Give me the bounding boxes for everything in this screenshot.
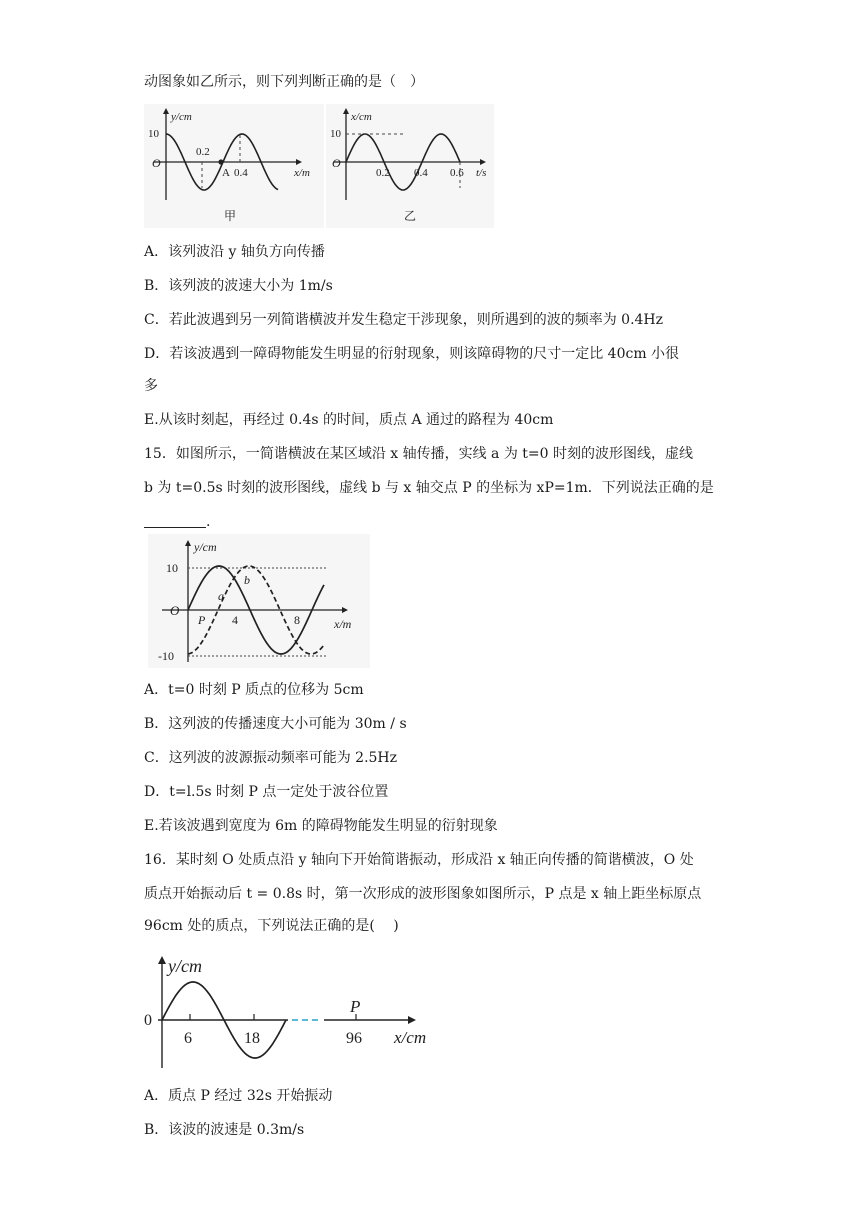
intro-line: 动图象如乙所示，则下列判断正确的是（ ） <box>144 74 424 90</box>
yi-y-tick-10: 10 <box>330 128 341 140</box>
q15-stem-end: . <box>206 514 211 530</box>
q16-y-axis-label: y/cm <box>168 956 202 976</box>
q15-option-e: E.若该波遇到宽度为 6m 的障碍物能发生明显的衍射现象 <box>144 818 498 834</box>
q16-x-axis-label: x/cm <box>394 1028 427 1047</box>
q15-option-b: B．这列波的传播速度大小可能为 30m / s <box>144 716 407 732</box>
yi-tick-0.2: 0.2 <box>376 167 390 179</box>
q14-option-d: D．若该波遇到一障碍物能发生明显的衍射现象，则该障碍物的尺寸一定比 40cm 小很 <box>144 346 680 362</box>
jia-x-axis-label: x/m <box>294 167 310 179</box>
jia-caption: 甲 <box>224 209 237 223</box>
jia-y-tick-10: 10 <box>148 128 159 140</box>
q16-tick-96: 96 <box>346 1030 362 1047</box>
jia-tick-0.2: 0.2 <box>196 146 210 158</box>
figure-jia <box>144 104 324 228</box>
q15-tick-4: 4 <box>232 613 238 627</box>
q16-tick-6: 6 <box>184 1030 192 1047</box>
figure-q16 <box>142 952 442 1072</box>
q15-label-a: a <box>218 589 224 603</box>
q15-label-b: b <box>244 573 250 587</box>
q15-stem-line-3 <box>144 512 210 532</box>
q14-option-c: C．若此波遇到另一列简谐横波并发生稳定干涉现象，则所遇到的波的频率为 0.4Hz <box>144 312 664 328</box>
q14-option-a: A．该列波沿 y 轴负方向传播 <box>144 244 325 260</box>
q14-option-d-cont: 多 <box>144 378 158 394</box>
q16-tick-18: 18 <box>244 1030 260 1047</box>
q15-stem-line-1: 15．如图所示，一简谐横波在某区域沿 x 轴传播，实线 a 为 t=0 时刻的波形图线，虚线 <box>144 446 694 462</box>
q15-tick-8: 8 <box>294 613 300 627</box>
q15-point-p: P <box>198 613 206 627</box>
yi-y-axis-label: x/cm <box>351 111 372 123</box>
jia-tick-0.4: 0.4 <box>234 167 248 179</box>
q16-point-p: P <box>350 997 361 1016</box>
q15-stem-line-2: b 为 t=0.5s 时刻的波形图线，虚线 b 与 x 轴交点 P 的坐标为 xP=1m．下列说法正确的是 <box>144 480 714 496</box>
yi-origin: O <box>332 156 341 170</box>
figure-q15 <box>148 534 370 668</box>
q15-y-bottom: -10 <box>158 649 174 663</box>
yi-x-axis-label: t/s <box>476 167 487 179</box>
q14-option-e: E.从该时刻起，再经过 0.4s 的时间，质点 A 通过的路程为 40cm <box>144 412 554 428</box>
q15-x-axis-label: x/m <box>334 617 352 631</box>
q16-stem-line-3: 96cm 处的质点，下列说法正确的是( ) <box>144 918 399 934</box>
q16-origin: 0 <box>144 1012 152 1029</box>
q15-origin: O <box>170 603 180 618</box>
jia-y-axis-label: y/cm <box>171 111 192 123</box>
q15-option-d: D．t=l.5s 时刻 P 点一定处于波谷位置 <box>144 784 389 800</box>
q16-option-a: A．质点 P 经过 32s 开始振动 <box>144 1088 333 1104</box>
q16-stem-line-1: 16．某时刻 O 处质点沿 y 轴向下开始简谐振动，形成沿 x 轴正向传播的简谐横波，O 处 <box>144 852 694 868</box>
yi-tick-0.4: 0.4 <box>414 167 428 179</box>
q15-y-axis-label: y/cm <box>194 540 217 554</box>
q14-option-b: B．该列波的波速大小为 1m/s <box>144 278 333 294</box>
q16-option-b: B．该波的波速是 0.3m/s <box>144 1122 305 1138</box>
yi-caption: 乙 <box>404 209 417 223</box>
figure-yi <box>326 104 494 228</box>
jia-origin: O <box>152 156 161 170</box>
yi-tick-0.6: 0.6 <box>450 167 464 179</box>
q16-stem-line-2: 质点开始振动后 t = 0.8s 时，第一次形成的波形图象如图所示，P 点是 x 轴上距坐标原点 <box>144 886 702 902</box>
answer-blank <box>144 513 206 528</box>
q15-option-a: A．t=0 时刻 P 质点的位移为 5cm <box>144 682 364 698</box>
q15-option-c: C．这列波的波源振动频率可能为 2.5Hz <box>144 750 398 766</box>
jia-point-a: A <box>222 167 230 179</box>
q15-y-top: 10 <box>166 561 178 575</box>
